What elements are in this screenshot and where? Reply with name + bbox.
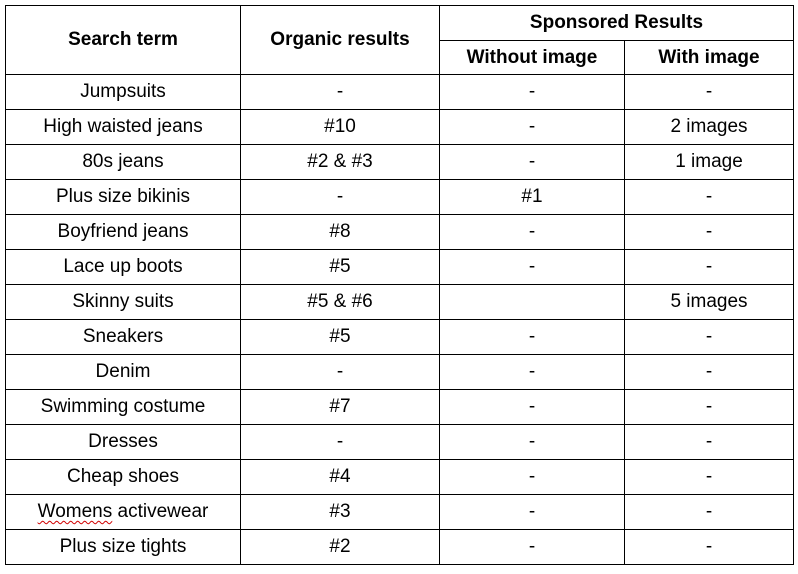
cell-organic: - xyxy=(241,425,440,460)
cell-search-term: Skinny suits xyxy=(6,285,241,320)
table-row xyxy=(6,145,794,180)
cell-without-image: - xyxy=(440,460,625,495)
cell-with-image: - xyxy=(625,250,794,285)
cell-search-term: Plus size tights xyxy=(6,530,241,565)
cell-organic: #5 & #6 xyxy=(241,285,440,320)
table-row xyxy=(6,320,794,355)
cell-with-image: 1 image xyxy=(625,145,794,180)
cell-organic: #3 xyxy=(241,495,440,530)
cell-search-term: 80s jeans xyxy=(6,145,241,180)
cell-without-image: - xyxy=(440,320,625,355)
cell-without-image: - xyxy=(440,250,625,285)
cell-without-image xyxy=(440,285,625,320)
header-search-term: Search term xyxy=(6,6,241,75)
cell-with-image: - xyxy=(625,355,794,390)
table-row xyxy=(6,215,794,250)
cell-with-image: - xyxy=(625,390,794,425)
cell-organic: - xyxy=(241,355,440,390)
cell-search-term: Dresses xyxy=(6,425,241,460)
cell-search-term: Jumpsuits xyxy=(6,75,241,110)
cell-without-image: - xyxy=(440,75,625,110)
cell-without-image: - xyxy=(440,145,625,180)
header-row xyxy=(6,6,794,41)
table-row xyxy=(6,355,794,390)
header-organic-results: Organic results xyxy=(241,6,440,75)
cell-search-term xyxy=(6,495,241,530)
spellcheck-underlined-word: Womens xyxy=(37,501,113,522)
header-with-image: With image xyxy=(625,41,794,75)
table-row xyxy=(6,495,794,530)
cell-organic: #5 xyxy=(241,250,440,285)
cell-organic: - xyxy=(241,75,440,110)
cell-search-term: Cheap shoes xyxy=(6,460,241,495)
table-row xyxy=(6,425,794,460)
term-rest: activewear xyxy=(112,501,209,522)
cell-organic: #8 xyxy=(241,215,440,250)
cell-with-image: 5 images xyxy=(625,285,794,320)
cell-organic: - xyxy=(241,180,440,215)
cell-with-image: - xyxy=(625,215,794,250)
table-row xyxy=(6,110,794,145)
cell-without-image: - xyxy=(440,215,625,250)
table-row xyxy=(6,460,794,495)
table-row xyxy=(6,530,794,565)
cell-search-term: Plus size bikinis xyxy=(6,180,241,215)
cell-organic: #4 xyxy=(241,460,440,495)
cell-with-image: - xyxy=(625,460,794,495)
table-row xyxy=(6,180,794,215)
cell-with-image: - xyxy=(625,75,794,110)
header-without-image: Without image xyxy=(440,41,625,75)
cell-search-term: High waisted jeans xyxy=(6,110,241,145)
cell-without-image: - xyxy=(440,110,625,145)
header-sponsored-results: Sponsored Results xyxy=(440,6,794,41)
cell-without-image: - xyxy=(440,425,625,460)
table-row xyxy=(6,75,794,110)
cell-with-image: - xyxy=(625,180,794,215)
cell-without-image: - xyxy=(440,530,625,565)
cell-without-image: #1 xyxy=(440,180,625,215)
cell-organic: #10 xyxy=(241,110,440,145)
table-row xyxy=(6,250,794,285)
cell-organic: #2 xyxy=(241,530,440,565)
cell-with-image: - xyxy=(625,495,794,530)
cell-organic: #2 & #3 xyxy=(241,145,440,180)
cell-with-image: - xyxy=(625,320,794,355)
search-results-table xyxy=(5,5,794,565)
cell-without-image: - xyxy=(440,495,625,530)
cell-search-term: Denim xyxy=(6,355,241,390)
cell-with-image: - xyxy=(625,530,794,565)
cell-without-image: - xyxy=(440,355,625,390)
cell-search-term: Sneakers xyxy=(6,320,241,355)
cell-organic: #7 xyxy=(241,390,440,425)
cell-with-image: 2 images xyxy=(625,110,794,145)
table-row xyxy=(6,390,794,425)
cell-search-term: Lace up boots xyxy=(6,250,241,285)
table-row xyxy=(6,285,794,320)
cell-search-term: Boyfriend jeans xyxy=(6,215,241,250)
cell-with-image: - xyxy=(625,425,794,460)
cell-search-term: Swimming costume xyxy=(6,390,241,425)
cell-organic: #5 xyxy=(241,320,440,355)
cell-without-image: - xyxy=(440,390,625,425)
